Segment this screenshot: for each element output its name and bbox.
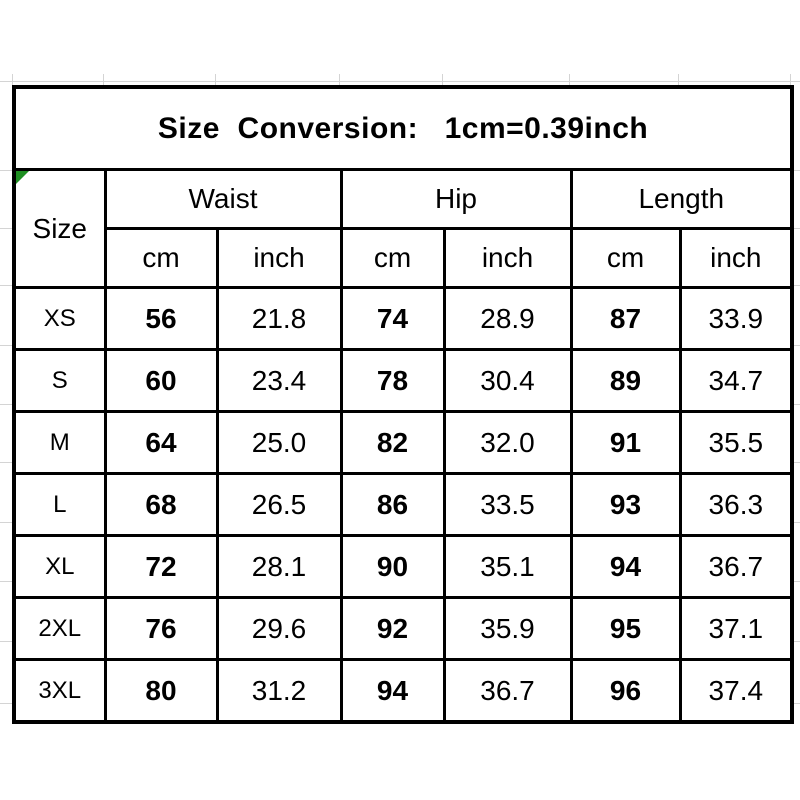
- size-header-label: Size: [32, 212, 87, 244]
- table-title: Size Conversion: 1cm=0.39inch: [14, 87, 792, 170]
- length-cm-cell: 96: [571, 660, 680, 723]
- hip-inch-cell: 33.5: [444, 474, 571, 536]
- unit-header-row: [14, 229, 792, 288]
- waist-inch-cell: 23.4: [217, 350, 341, 412]
- size-label-cell: XS: [14, 288, 105, 350]
- grid-tick: [0, 81, 800, 82]
- group-header-row: [14, 170, 792, 229]
- length-inch-cell: 35.5: [680, 412, 792, 474]
- length-cm-cell: 87: [571, 288, 680, 350]
- grid-tick: [0, 228, 12, 229]
- grid-tick: [339, 74, 340, 85]
- waist-inch-cell: 31.2: [217, 660, 341, 723]
- waist-cm-cell: 80: [105, 660, 217, 723]
- title-row: [14, 87, 792, 170]
- grid-tick: [0, 462, 12, 463]
- hip-cm-cell: 94: [341, 660, 444, 723]
- table-row-3xl: [14, 660, 792, 723]
- length-cm-cell: 94: [571, 536, 680, 598]
- waist-cm-cell: 72: [105, 536, 217, 598]
- length-cm-cell: 93: [571, 474, 680, 536]
- waist-cm-cell: 68: [105, 474, 217, 536]
- hip-inch-cell: 30.4: [444, 350, 571, 412]
- table-row-s: [14, 350, 792, 412]
- grid-tick: [0, 170, 12, 171]
- waist-inch-cell: 21.8: [217, 288, 341, 350]
- size-column-header: [14, 170, 105, 288]
- length-cm-cell: 89: [571, 350, 680, 412]
- length-cm-cell: 95: [571, 598, 680, 660]
- grid-tick: [0, 285, 12, 286]
- grid-tick: [442, 74, 443, 85]
- length-cm-cell: 91: [571, 412, 680, 474]
- table-row-xs: [14, 288, 792, 350]
- size-label-cell: L: [14, 474, 105, 536]
- hip-cm-cell: 90: [341, 536, 444, 598]
- grid-tick: [0, 703, 12, 704]
- waist-inch-cell: 29.6: [217, 598, 341, 660]
- waist-inch-cell: 25.0: [217, 412, 341, 474]
- size-label-cell: M: [14, 412, 105, 474]
- hip-cm-header: cm: [341, 229, 444, 288]
- waist-inch-cell: 26.5: [217, 474, 341, 536]
- length-inch-cell: 36.7: [680, 536, 792, 598]
- waist-cm-cell: 76: [105, 598, 217, 660]
- grid-tick: [790, 74, 791, 85]
- hip-inch-header: inch: [444, 229, 571, 288]
- grid-tick: [0, 522, 12, 523]
- table-row-xl: [14, 536, 792, 598]
- size-conversion-table: [12, 85, 794, 724]
- length-inch-cell: 36.3: [680, 474, 792, 536]
- hip-cm-cell: 74: [341, 288, 444, 350]
- length-cm-header: cm: [571, 229, 680, 288]
- hip-cm-cell: 78: [341, 350, 444, 412]
- grid-tick: [215, 74, 216, 85]
- grid-tick: [12, 74, 13, 85]
- grid-tick: [0, 581, 12, 582]
- table-row-l: [14, 474, 792, 536]
- grid-tick: [0, 345, 12, 346]
- length-inch-header: inch: [680, 229, 792, 288]
- size-label-cell: XL: [14, 536, 105, 598]
- table-row-2xl: [14, 598, 792, 660]
- size-label-cell: S: [14, 350, 105, 412]
- hip-group-header: Hip: [341, 170, 571, 229]
- hip-inch-cell: 28.9: [444, 288, 571, 350]
- grid-tick: [569, 74, 570, 85]
- size-label-cell: 2XL: [14, 598, 105, 660]
- waist-cm-cell: 56: [105, 288, 217, 350]
- hip-cm-cell: 86: [341, 474, 444, 536]
- grid-tick: [103, 74, 104, 85]
- waist-inch-cell: 28.1: [217, 536, 341, 598]
- waist-inch-header: inch: [217, 229, 341, 288]
- waist-cm-header: cm: [105, 229, 217, 288]
- length-inch-cell: 37.4: [680, 660, 792, 723]
- waist-group-header: Waist: [105, 170, 341, 229]
- table-row-m: [14, 412, 792, 474]
- hip-inch-cell: 36.7: [444, 660, 571, 723]
- length-inch-cell: 37.1: [680, 598, 792, 660]
- waist-cm-cell: 60: [105, 350, 217, 412]
- hip-inch-cell: 35.9: [444, 598, 571, 660]
- grid-tick: [0, 641, 12, 642]
- length-inch-cell: 33.9: [680, 288, 792, 350]
- hip-cm-cell: 92: [341, 598, 444, 660]
- grid-tick: [678, 74, 679, 85]
- cell-corner-indicator-triangle: [16, 171, 29, 184]
- hip-inch-cell: 35.1: [444, 536, 571, 598]
- grid-tick: [0, 404, 12, 405]
- length-group-header: Length: [571, 170, 792, 229]
- hip-cm-cell: 82: [341, 412, 444, 474]
- hip-inch-cell: 32.0: [444, 412, 571, 474]
- size-label-cell: 3XL: [14, 660, 105, 723]
- length-inch-cell: 34.7: [680, 350, 792, 412]
- waist-cm-cell: 64: [105, 412, 217, 474]
